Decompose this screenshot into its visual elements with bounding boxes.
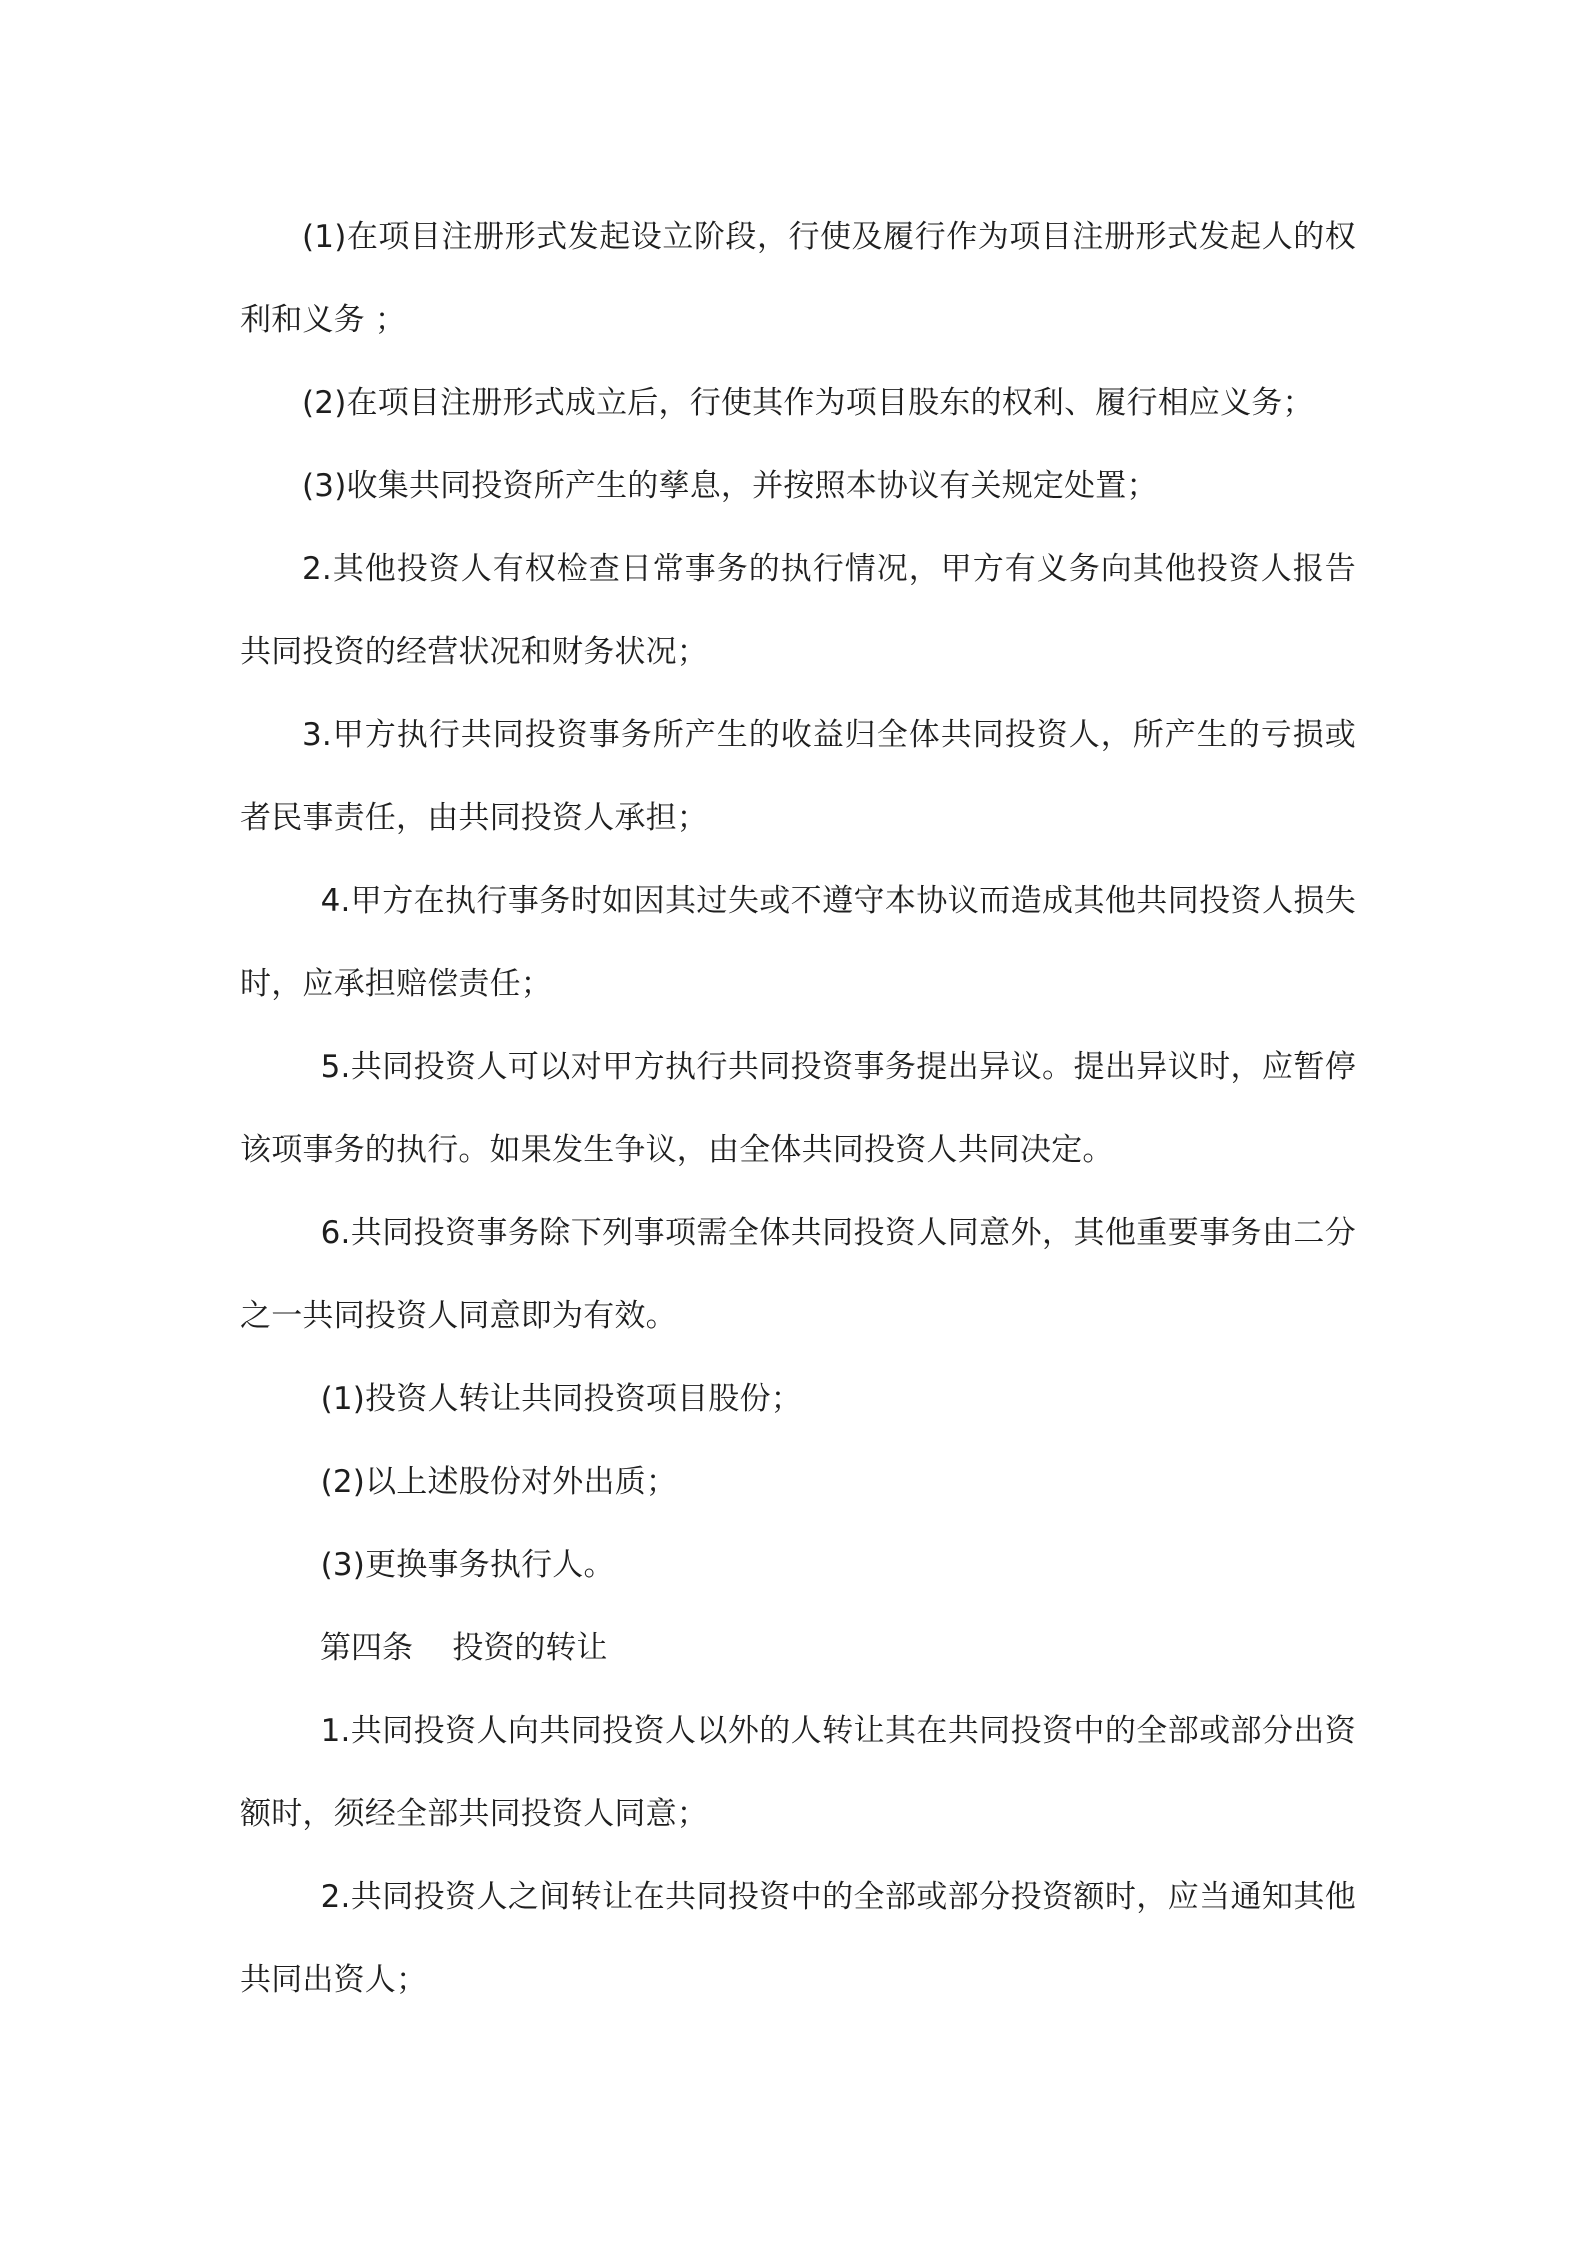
paragraph-6-3: (3)更换事务执行人。: [320, 1547, 615, 1583]
paragraph-6-2: (2)以上述股份对外出质；: [320, 1464, 678, 1500]
paragraph-1-3: (3)收集共同投资所产生的孳息，并按照本协议有关规定处置；: [302, 468, 1158, 504]
paragraph-6: 6.共同投资事务除下列事项需全体共同投资人同意外，其他重要事务由二分之一共同投资人同意即为有效。: [240, 1215, 1356, 1334]
paragraph-1-2: (2)在项目注册形式成立后，行使其作为项目股东的权利、履行相应义务；: [302, 385, 1314, 421]
section-heading-article-4: 第四条 投资的转让: [320, 1630, 608, 1666]
paragraph-6-1: (1)投资人转让共同投资项目股份；: [320, 1381, 802, 1417]
section-paragraph-2: 2.共同投资人之间转让在共同投资中的全部或部分投资额时，应当通知其他共同出资人；: [240, 1879, 1356, 1998]
paragraph-5: 5.共同投资人可以对甲方执行共同投资事务提出异议。提出异议时，应暂停该项事务的执行。如果发生争议，由全体共同投资人共同决定。: [240, 1049, 1356, 1168]
paragraph-4: 4.甲方在执行事务时如因其过失或不遵守本协议而造成其他共同投资人损失时，应承担赔偿责任；: [240, 883, 1356, 1002]
paragraph-1-1: (1)在项目注册形式发起设立阶段，行使及履行作为项目注册形式发起人的权利和义务 ；: [240, 219, 1356, 338]
paragraph-3: 3.甲方执行共同投资事务所产生的收益归全体共同投资人，所产生的亏损或者民事责任，由共同投资人承担；: [240, 717, 1356, 836]
document-body: [240, 196, 1356, 2022]
paragraph-2: 2.其他投资人有权检查日常事务的执行情况，甲方有义务向其他投资人报告共同投资的经营状况和财务状况；: [240, 551, 1356, 670]
section-paragraph-1: 1.共同投资人向共同投资人以外的人转让其在共同投资中的全部或部分出资额时，须经全部共同投资人同意；: [240, 1713, 1356, 1832]
